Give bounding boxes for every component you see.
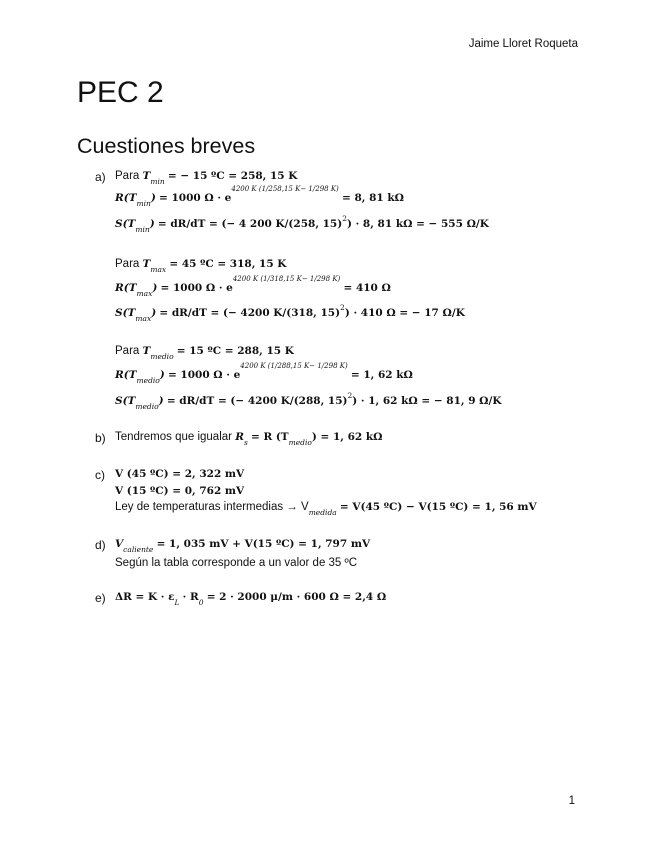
author-header: Jaime Lloret Roqueta — [468, 38, 578, 50]
item-c-line1: V (45 ºC) = 2, 322 mV — [115, 468, 245, 480]
smedio-line: $S(T_{medio}) = dR/dT$ = (− 4200 K/(288, 15)$^2$) · 1, 62 kΩ = − 81, 9 Ω/K — [115, 391, 502, 411]
rmin-line: $R(T_{min}) = 1000$ $\Omega \cdot e^{4200 K (1/258,15 K- 1/298 K)} = 8$, 81 kΩ — [115, 185, 404, 208]
rmedio-line: $R(T_{medio}) = 1000$ $\Omega \cdot e^{4200 K (1/288,15 K- 1/298 K)} = 1$, 62 kΩ — [115, 362, 413, 385]
item-c-line3: Ley de temperaturas intermedias → $V_{medida} = V(45$ ºC) − V(15 ºC) = 1, 56 mV — [115, 501, 537, 517]
item-b-label: b) — [95, 431, 106, 445]
item-d-line2: Según la tabla corresponde a un valor de 35 ºC — [115, 557, 358, 569]
item-e-label: e) — [95, 591, 106, 605]
tmax-line: Para $T_{max} = 45$ ºC = 318, 15 K — [115, 258, 287, 274]
item-d-line1: $V_{caliente} = 1$, 035 mV + V(15 ºC) = 1, 797 mV — [115, 538, 371, 554]
item-c-line2: V (15 ºC) = 0, 762 mV — [115, 485, 245, 497]
smax-line: $S(T_{max}) = dR/dT$ = (− 4200 K/(318, 15)$^2$) · 410 Ω = − 17 Ω/K — [115, 303, 465, 323]
smin-line: $S(T_{min}) = dR/dT$ = (− 4 200 K/(258, 15)$^2$) · 8, 81 kΩ = − 555 Ω/K — [115, 214, 489, 234]
page-title: PEC 2 — [77, 76, 164, 109]
item-d-label: d) — [95, 538, 106, 552]
tmin-line: Para $T_{min}$ = − 15 ºC = 258, 15 K — [115, 170, 298, 186]
item-e-line: $\Delta R = K \cdot \varepsilon_L \cdot R_0 = 2 \cdot 2000$ μ/m · 600 Ω = 2,4 Ω — [115, 591, 387, 607]
section-heading: Cuestiones breves — [77, 134, 256, 158]
page-number: 1 — [568, 795, 575, 807]
item-c-label: c) — [95, 468, 105, 482]
tmedio-line: Para $T_{medio} = 15$ ºC = 288, 15 K — [115, 345, 294, 361]
item-a-label: a) — [95, 170, 106, 184]
item-b-line: Tendremos que igualar $R_s = R$ $(T_{medio}) = 1$, 62 kΩ — [115, 431, 383, 447]
rmax-line: $R(T_{max}) = 1000$ $\Omega \cdot e^{4200 K (1/318,15 K- 1/298 K)} = 410$ Ω — [115, 275, 391, 298]
